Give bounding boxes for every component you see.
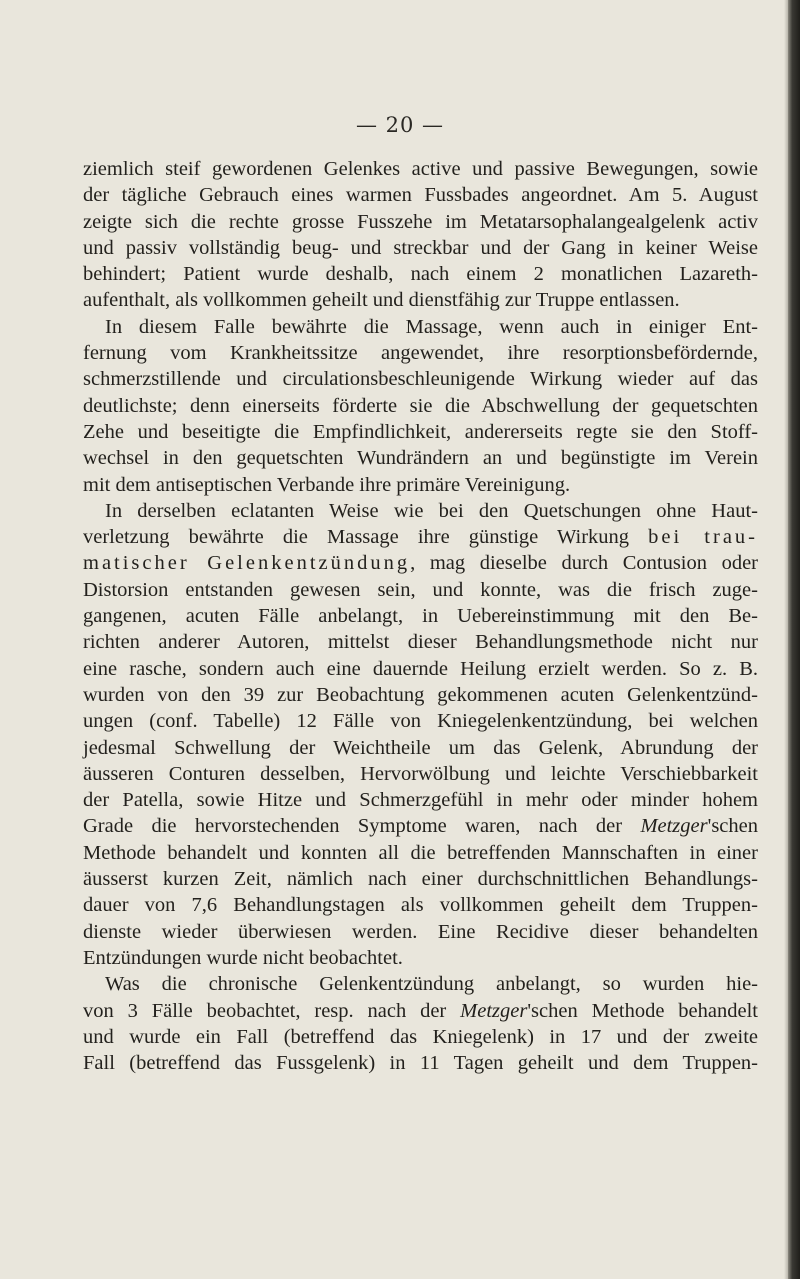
text-line: äusseren Conturen desselben, Hervorwölbung und leichte Verschiebbarkeit — [83, 762, 758, 785]
text-line — [83, 550, 758, 576]
text-line: In diesem Falle bewährte die Massage, wenn auch in einiger Ent- — [105, 315, 758, 338]
text-segment: von 3 Fälle beobachtet, resp. nach der — [83, 999, 461, 1022]
text-line: richten anderer Autoren, mittelst dieser Behandlungsmethode nicht nur — [83, 631, 758, 654]
text-line: deutlichste; denn einerseits förderte sie die Abschwellung der gequetschten — [83, 394, 758, 417]
text-line — [83, 813, 758, 839]
text-line: gangenen, acuten Fälle anbelangt, in Uebereinstimmung mit den Be- — [83, 605, 758, 628]
text-line: schmerzstillende und circulationsbeschleunigende Wirkung wieder auf das — [83, 368, 758, 391]
text-line: Methode behandelt und konnten all die betreffenden Mannschaften in einer — [83, 841, 758, 864]
text-line: zeigte sich die rechte grosse Fusszehe im Metatarsophalangealgelenk activ — [83, 210, 758, 233]
text-line: dienste wieder überwiesen werden. Eine Recidive dieser behandelten — [83, 920, 758, 943]
italic-name: Metzger — [460, 999, 528, 1022]
text-line: Zehe und beseitigte die Empfindlichkeit, andererseits regte sie den Stoff- — [83, 420, 758, 443]
text-segment: verletzung bewährte die Massage ihre günstige Wirkung — [83, 526, 649, 549]
text-line: jedesmal Schwellung der Weichtheile um das Gelenk, Abrundung der — [83, 736, 758, 759]
text-line: wechsel in den gequetschten Wundrändern an und begünstigte im Verein — [83, 447, 758, 470]
text-segment: 'schen Methode behandelt — [527, 999, 758, 1022]
text-line: aufenthalt, als vollkommen geheilt und dienstfähig zur Truppe entlassen. — [83, 289, 680, 312]
text-line: In derselben eclatanten Weise wie bei den Quetschungen ohne Haut- — [105, 499, 758, 522]
book-spine-edge — [788, 0, 800, 1279]
text-line: mit dem antiseptischen Verbande ihre primäre Vereinigung. — [83, 473, 571, 496]
body-text — [83, 156, 758, 1076]
text-line: Distorsion entstanden gewesen sein, und konnte, was die frisch zuge- — [83, 578, 758, 601]
text-line: und passiv vollständig beug- und streckbar und der Gang in keiner Weise — [83, 236, 758, 259]
italic-name: Metzger — [640, 815, 708, 838]
text-line: Was die chronische Gelenkentzündung anbelangt, so wurden hie- — [105, 973, 758, 996]
text-line: dauer von 7,6 Behandlungstagen als vollkommen geheilt dem Truppen- — [83, 894, 758, 917]
text-line — [83, 524, 758, 550]
emphasized-term: matischer Gelenkentzündung — [83, 552, 411, 575]
text-line: der tägliche Gebrauch eines warmen Fussbades angeordnet. Am 5. August — [83, 184, 758, 207]
text-line: ziemlich steif gewordenen Gelenkes active und passive Bewegungen, sowie — [83, 158, 758, 180]
text-line: wurden von den 39 zur Beobachtung gekommenen acuten Gelenkentzünd- — [83, 683, 758, 706]
text-line: Entzündungen wurde nicht beobachtet. — [83, 946, 403, 969]
text-segment: Grade die hervorstechenden Symptome waren, nach der — [83, 815, 641, 838]
text-line: ungen (conf. Tabelle) 12 Fälle von Kniegelenkentzündung, bei welchen — [83, 710, 758, 733]
page-number: — 20 — — [355, 113, 445, 137]
text-line: Fall (betreffend das Fussgelenk) in 11 Tagen geheilt und dem Truppen- — [83, 1052, 758, 1075]
text-segment: 'schen — [707, 815, 758, 838]
text-line: der Patella, sowie Hitze und Schmerzgefühl in mehr oder minder hohem — [83, 789, 758, 812]
text-segment: , mag dieselbe durch Contusion oder — [410, 552, 759, 575]
text-line: eine rasche, sondern auch eine dauernde Heilung erzielt werden. So z. B. — [83, 657, 758, 680]
text-line: äusserst kurzen Zeit, nämlich nach einer durchschnittlichen Behandlungs- — [83, 868, 758, 891]
text-line: und wurde ein Fall (betreffend das Kniegelenk) in 17 und der zweite — [83, 1025, 758, 1048]
text-line: fernung vom Krankheitssitze angewendet, ihre resorptionsbefördernde, — [83, 342, 758, 365]
text-line — [83, 998, 758, 1024]
text-line: behindert; Patient wurde deshalb, nach einem 2 monatlichen Lazareth- — [83, 263, 758, 286]
emphasized-term: bei trau- — [648, 526, 758, 549]
